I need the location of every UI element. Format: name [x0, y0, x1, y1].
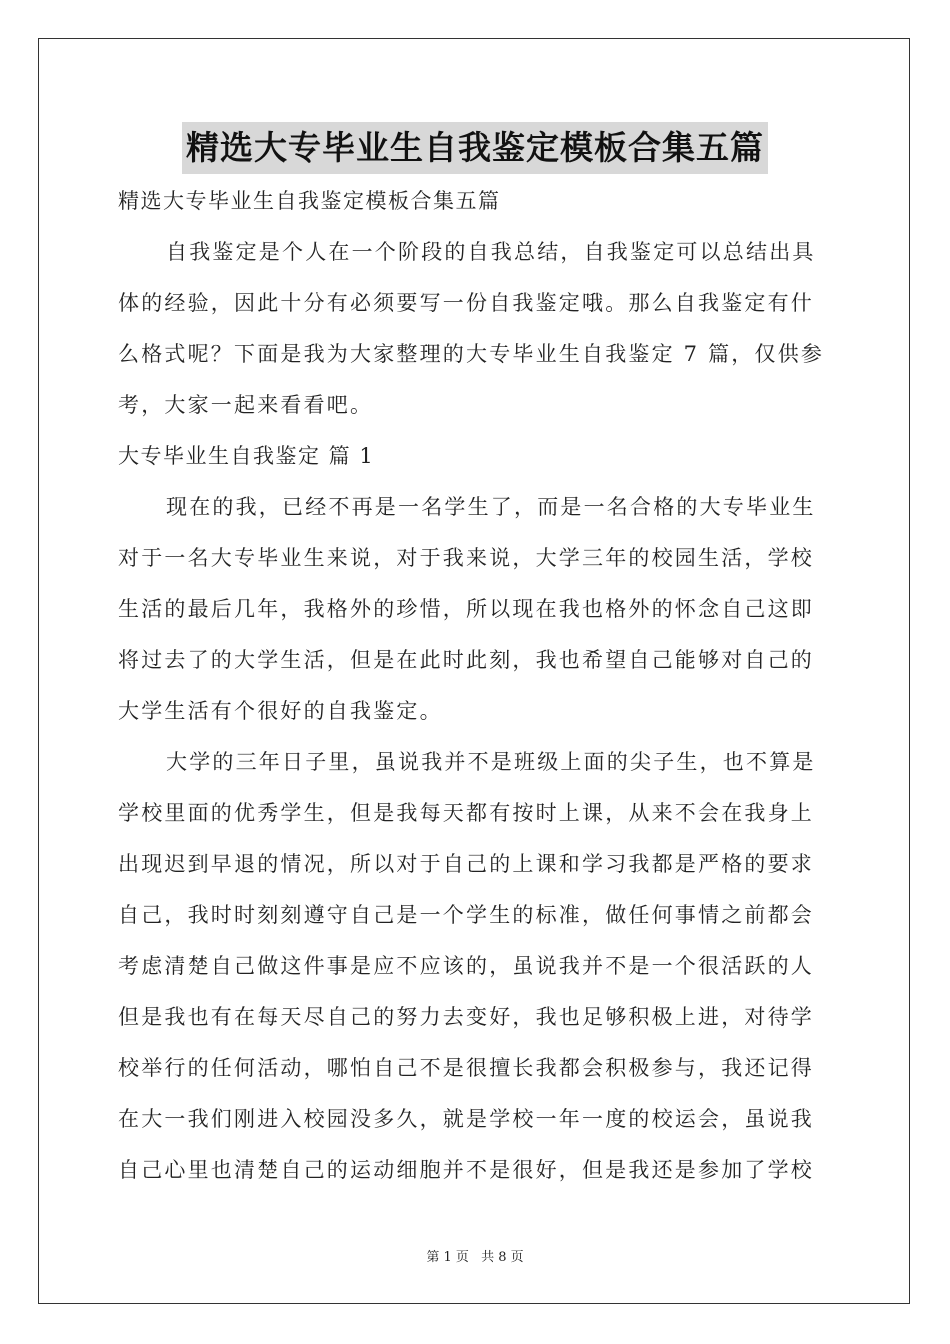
intro-line: 体的经验，因此十分有必须要写一份自我鉴定哦。那么自我鉴定有什: [118, 291, 814, 315]
paragraph-line: 考虑清楚自己做这件事是应不应该的，虽说我并不是一个很活跃的人: [118, 954, 814, 978]
title-container: [0, 122, 950, 174]
document-subtitle: 精选大专毕业生自我鉴定模板合集五篇: [118, 189, 501, 213]
page-number: 第 1 页: [426, 1250, 469, 1265]
paragraph-line: 校举行的任何活动，哪怕自己不是很擅长我都会积极参与，我还记得: [118, 1056, 814, 1080]
document-body: [118, 176, 834, 1196]
intro-line: 考，大家一起来看看吧。: [118, 393, 374, 417]
total-pages: 共 8 页: [481, 1250, 524, 1265]
paragraph-line: 对于一名大专毕业生来说，对于我来说，大学三年的校园生活，学校: [118, 546, 814, 570]
intro-line: 自我鉴定是个人在一个阶段的自我总结，自我鉴定可以总结出具: [166, 240, 816, 264]
intro-line: 么格式呢？下面是我为大家整理的大专毕业生自我鉴定 7 篇，仅供参: [118, 342, 825, 366]
paragraph-line: 在大一我们刚进入校园没多久，就是学校一年一度的校运会，虽说我: [118, 1107, 814, 1131]
paragraph-line: 自己，我时时刻刻遵守自己是一个学生的标准，做任何事情之前都会: [118, 903, 814, 927]
paragraph-line: 大学的三年日子里，虽说我并不是班级上面的尖子生，也不算是: [166, 750, 816, 774]
paragraph-line: 大学生活有个很好的自我鉴定。: [118, 699, 443, 723]
page-footer: [0, 1246, 950, 1265]
paragraph-line: 将过去了的大学生活，但是在此时此刻，我也希望自己能够对自己的: [118, 648, 814, 672]
paragraph-line: 但是我也有在每天尽自己的努力去变好，我也足够积极上进，对待学: [118, 1005, 814, 1029]
section-heading: 大专毕业生自我鉴定 篇 1: [118, 444, 375, 468]
paragraph-line: 生活的最后几年，我格外的珍惜，所以现在我也格外的怀念自己这即: [118, 597, 814, 621]
paragraph-line: 现在的我，已经不再是一名学生了，而是一名合格的大专毕业生: [166, 495, 816, 519]
paragraph-line: 出现迟到早退的情况，所以对于自己的上课和学习我都是严格的要求: [118, 852, 814, 876]
paragraph-line: 学校里面的优秀学生，但是我每天都有按时上课，从来不会在我身上: [118, 801, 814, 825]
document-title: 精选大专毕业生自我鉴定模板合集五篇: [182, 122, 768, 174]
paragraph-line: 自己心里也清楚自己的运动细胞并不是很好，但是我还是参加了学校: [118, 1158, 814, 1182]
